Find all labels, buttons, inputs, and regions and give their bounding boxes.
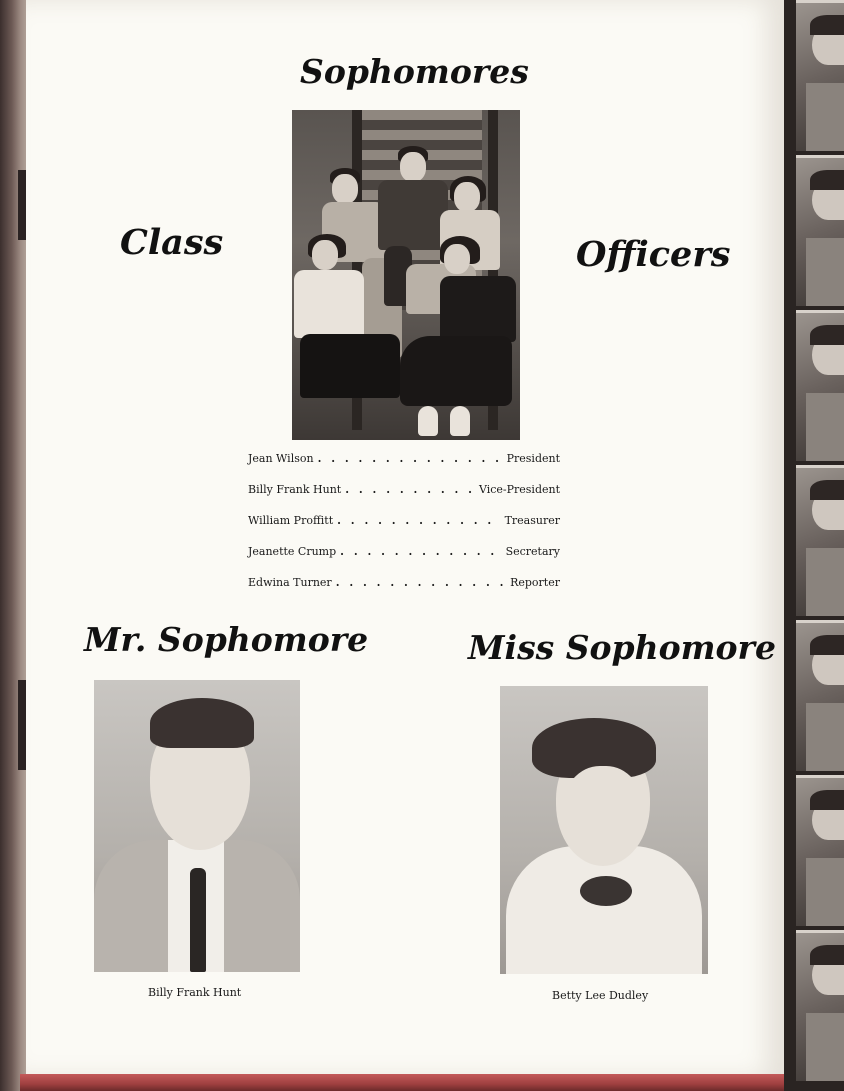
thumbnail-portrait: [796, 465, 844, 616]
leader-dots: [345, 483, 475, 496]
officer-title: Vice-President: [478, 483, 560, 496]
officer-row: [248, 483, 560, 514]
miss-sophomore-name: Betty Lee Dudley: [552, 989, 649, 1002]
officers-heading: Officers: [576, 234, 731, 275]
mr-sophomore-heading: Mr. Sophomore: [84, 620, 369, 659]
thumbnail-portrait: [796, 310, 844, 461]
officers-list: [248, 452, 560, 607]
officer-name: Jean Wilson: [248, 452, 314, 465]
thumbnail-portrait: [796, 930, 844, 1081]
miss-sophomore-heading: Miss Sophomore: [468, 628, 776, 667]
class-heading: Class: [120, 222, 224, 263]
officer-row: [248, 545, 560, 576]
portrait-tie: [190, 868, 206, 972]
portrait-face-front: [562, 766, 644, 862]
thumbnail-portrait: [796, 775, 844, 926]
miss-sophomore-portrait: [500, 686, 708, 974]
leader-dots: [337, 514, 500, 527]
officer-title: Secretary: [505, 545, 560, 558]
portrait-hair: [150, 698, 254, 748]
officer-title: Reporter: [510, 576, 560, 589]
officer-name: William Proffitt: [248, 514, 334, 527]
class-officers-photo: [292, 110, 520, 440]
officer-title: President: [506, 452, 560, 465]
officer-row: [248, 514, 560, 545]
thumbnail-portrait: [796, 155, 844, 306]
officer-name: Jeanette Crump: [248, 545, 337, 558]
facing-page-edge: [784, 0, 844, 1091]
leader-dots: [336, 576, 506, 589]
mr-sophomore-portrait: [94, 680, 300, 972]
leader-dots: [318, 452, 503, 465]
thumbnail-portrait: [796, 620, 844, 771]
officer-title: Treasurer: [504, 514, 560, 527]
leader-dots: [340, 545, 501, 558]
portrait-corsage: [580, 876, 632, 906]
thumbnail-portrait: [796, 0, 844, 151]
officer-name: Edwina Turner: [248, 576, 332, 589]
officer-row: [248, 452, 560, 483]
officer-row: [248, 576, 560, 607]
mr-sophomore-name: Billy Frank Hunt: [148, 986, 242, 999]
officer-name: Billy Frank Hunt: [248, 483, 342, 496]
page-bottom-edge: [20, 1074, 790, 1091]
page-title: Sophomores: [300, 52, 529, 91]
